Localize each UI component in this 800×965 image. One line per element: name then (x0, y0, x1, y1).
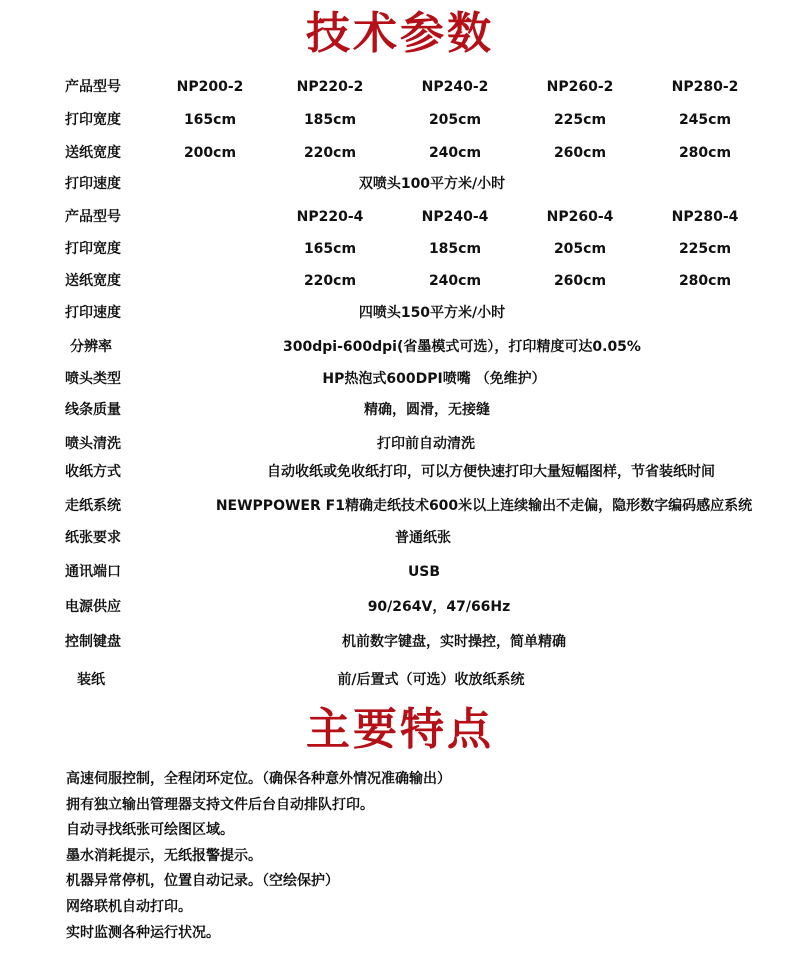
row-value: 普通纸张 (395, 530, 451, 546)
feature-item: 网络联机自动打印。 (66, 898, 192, 915)
table-row (0, 630, 800, 654)
row-label: 喷头清洗 (65, 436, 121, 452)
row-label: 产品型号 (65, 79, 121, 95)
row-value: 双喷头100平方米/小时 (358, 176, 506, 192)
table-row (0, 367, 800, 391)
table-cell: 205cm (553, 241, 607, 257)
row-label: 控制键盘 (65, 634, 121, 650)
row-value: 机前数字键盘，实时操控，简单精确 (342, 634, 566, 650)
table-cell: 240cm (428, 273, 482, 289)
table-cell: 165cm (303, 241, 357, 257)
row-label: 喷头类型 (65, 371, 121, 387)
table-cell: 205cm (428, 112, 482, 128)
row-label: 送纸宽度 (65, 273, 121, 289)
row-label: 打印宽度 (65, 241, 121, 257)
table-row (0, 75, 800, 99)
row-value: 四喷头150平方米/小时 (358, 305, 506, 321)
table-row (0, 301, 800, 325)
table-row (0, 335, 800, 359)
table-cell: 240cm (428, 145, 482, 161)
row-label: 装纸 (77, 672, 105, 688)
table-row (0, 108, 800, 132)
row-value: HP热泡式600DPI喷嘴 （免维护） (322, 371, 546, 387)
feature-item: 实时监测各种运行状况。 (66, 924, 220, 941)
table-row (0, 141, 800, 165)
feature-item: 墨水消耗提示，无纸报警提示。 (66, 847, 262, 864)
feature-item: 自动寻找纸张可绘图区域。 (66, 822, 234, 839)
table-row (0, 237, 800, 261)
table-row (0, 460, 800, 484)
table-cell: 280cm (678, 273, 732, 289)
table-row (0, 205, 800, 229)
row-label: 分辨率 (70, 339, 112, 355)
row-label: 打印宽度 (65, 112, 121, 128)
table-cell: 200cm (183, 145, 237, 161)
table-row (0, 526, 800, 550)
table-cell: NP240-2 (421, 79, 489, 95)
table-row (0, 432, 800, 456)
table-cell: NP220-2 (296, 79, 364, 95)
row-label: 纸张要求 (65, 530, 121, 546)
table-row (0, 595, 800, 619)
feature-item: 机器异常停机，位置自动记录。（空绘保护） (66, 873, 339, 890)
row-label: 电源供应 (65, 599, 121, 615)
row-value: 300dpi-600dpi(省墨模式可选），打印精度可达0.05% (283, 339, 641, 355)
table-cell: NP260-2 (546, 79, 614, 95)
table-cell: 225cm (678, 241, 732, 257)
row-label: 打印速度 (65, 176, 121, 192)
row-value: USB (407, 564, 441, 580)
table-row (0, 560, 800, 584)
table-cell: 260cm (553, 145, 607, 161)
table-cell: 185cm (303, 112, 357, 128)
table-row (0, 398, 800, 422)
table-cell: 260cm (553, 273, 607, 289)
table-cell: 225cm (553, 112, 607, 128)
page-title: 技术参数 (306, 8, 494, 59)
table-cell: 220cm (303, 145, 357, 161)
row-label: 打印速度 (65, 305, 121, 321)
table-cell: NP240-4 (421, 209, 489, 225)
table-cell: 280cm (678, 145, 732, 161)
table-cell: NP280-4 (671, 209, 739, 225)
table-cell: 185cm (428, 241, 482, 257)
table-cell: 220cm (303, 273, 357, 289)
row-value: 精确，圆滑，无接缝 (364, 402, 490, 418)
table-row (0, 172, 800, 196)
feature-item: 高速伺服控制，全程闭环定位。（确保各种意外情况准确输出） (66, 771, 451, 787)
row-value: 前/后置式（可选）收放纸系统 (337, 672, 525, 688)
row-label: 通讯端口 (65, 564, 121, 580)
table-row (0, 494, 800, 518)
feature-item: 拥有独立输出管理器支持文件后台自动排队打印。 (66, 796, 374, 813)
row-label: 线条质量 (65, 402, 121, 418)
table-cell: NP280-2 (671, 79, 739, 95)
table-cell: NP220-4 (296, 209, 364, 225)
table-row (0, 269, 800, 293)
row-value: 90/264V，47/66Hz (367, 599, 511, 615)
row-label: 送纸宽度 (65, 145, 121, 161)
features-title: 主要特点 (306, 704, 494, 755)
row-label: 走纸系统 (65, 498, 121, 514)
table-row (0, 668, 800, 692)
row-value: 打印前自动清洗 (377, 436, 475, 452)
table-cell: 165cm (183, 112, 237, 128)
row-value: NEWPPOWER F1精确走纸技术600米以上连续输出不走偏，隐形数字编码感应系统 (215, 498, 753, 514)
row-value: 自动收纸或免收纸打印，可以方便快速打印大量短幅图样，节省装纸时间 (267, 464, 715, 480)
row-label: 产品型号 (65, 209, 121, 225)
feature-list (66, 767, 451, 946)
row-label: 收纸方式 (65, 464, 121, 480)
table-cell: 245cm (678, 112, 732, 128)
table-cell: NP200-2 (176, 79, 244, 95)
table-cell: NP260-4 (546, 209, 614, 225)
